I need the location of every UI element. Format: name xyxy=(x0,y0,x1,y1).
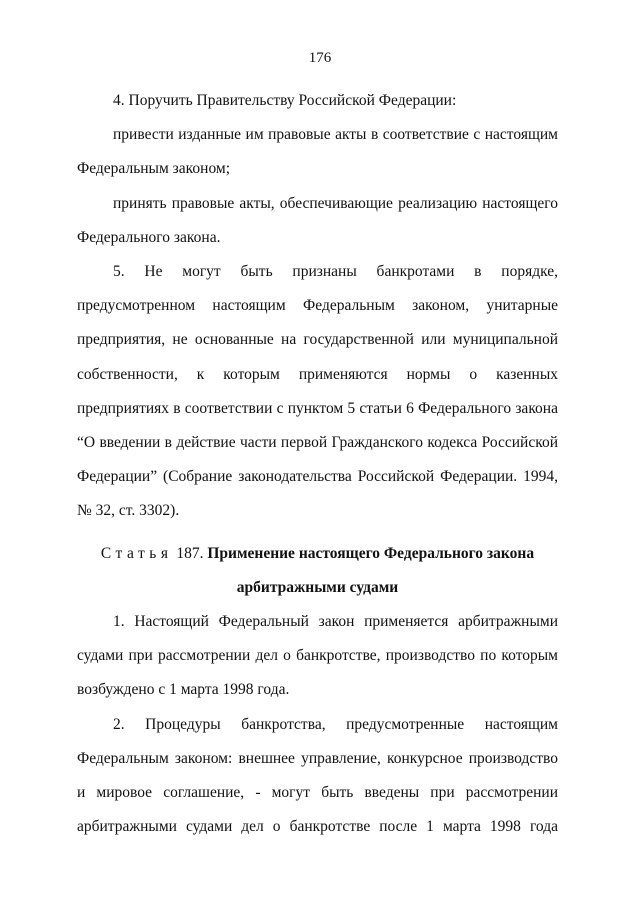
article-number: 187. xyxy=(176,544,204,562)
article-heading xyxy=(77,537,558,605)
page-number: 176 xyxy=(308,50,332,66)
article-item-2: 2. Процедуры банкротства, предусмотренные настоящим Федеральным законом: внешнее управление, конкурсное производство и мировое соглашение, - могут быть введены при рассмотрении арбитражными судами дел о банкротстве после 1 марта 1998 года xyxy=(77,715,558,836)
item-4-sub-2: принять правовые акты, обеспечивающие реализацию настоящего Федерального закона. xyxy=(77,194,558,246)
item-4-sub-1: привести изданные им правовые акты в соответствие с настоящим Федеральным законом; xyxy=(77,126,558,178)
item-4-heading: 4. Поручить Правительству Российской Федерации: xyxy=(113,92,457,109)
article-title-line-1: Применение настоящего Федерального закона xyxy=(207,544,535,562)
item-5-paragraph: 5. Не могут быть признаны банкротами в порядке, предусмотренном настоящим Федеральным законом, унитарные предприятия, не основанные на государственной или муниципальной собственности, к которым применяются нормы о казенных предприятиях в соответствии с пунктом 5 статьи 6 Федерального закона “О введении в действие части первой Гражданского кодекса Российской Федерации” (Собрание законодательства Российской Федерации. 1994, № 32, ст. 3302). xyxy=(77,263,558,520)
document-body xyxy=(77,84,558,844)
article-title-line-2: арбитражными судами xyxy=(236,578,399,596)
article-item-1: 1. Настоящий Федеральный закон применяется арбитражными судами при рассмотрении дел о банкротстве, производство по которым возбуждено с 1 марта 1998 года. xyxy=(77,613,558,699)
article-label: Статья xyxy=(100,544,173,562)
